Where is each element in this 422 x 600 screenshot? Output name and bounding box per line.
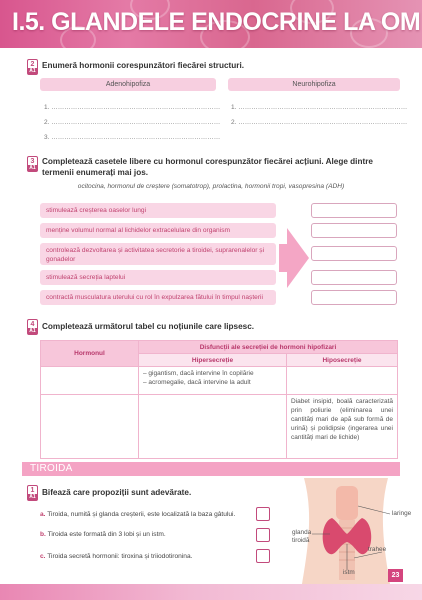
title-banner: [0, 0, 422, 48]
table-cell-input[interactable]: [139, 395, 287, 459]
label-istm: istm: [343, 569, 355, 576]
action-item: controlează dezvoltarea și activitatea secretorie a tiroidei, suprarenalelor și gonadelor: [40, 243, 276, 265]
question-4-text: Completează următorul tabel cu noțiunile care lipsesc.: [42, 322, 255, 331]
exercise-badge: 2 A1: [27, 59, 38, 75]
answer-line[interactable]: 2. ……………………………………………………………………: [44, 119, 221, 126]
answer-box[interactable]: [311, 290, 397, 305]
section-bar: [22, 462, 400, 476]
table-cell-input[interactable]: [41, 367, 139, 395]
checkbox-c[interactable]: [256, 549, 270, 563]
col-header-hormone: Hormonul: [41, 341, 139, 367]
label-tiroida: tiroidă: [292, 537, 310, 544]
chapter-title: I.5. GLANDELE ENDOCRINE LA OM: [12, 8, 421, 36]
table-cell-input[interactable]: [41, 395, 139, 459]
checkbox-a[interactable]: [256, 507, 270, 521]
answer-box[interactable]: [311, 203, 397, 218]
table-cell-input[interactable]: [287, 367, 398, 395]
question-1-text: Bifează care propoziții sunt adevărate.: [42, 488, 192, 497]
answer-line[interactable]: 1. ……………………………………………………………………: [231, 104, 408, 111]
exercise-badge: 3 A1: [27, 156, 38, 172]
statement-a: a. Tiroida, numită și glanda creșterii, este localizată la baza gâtului.: [40, 511, 236, 518]
answer-line[interactable]: 3. ……………………………………………………………………: [44, 134, 221, 141]
hormone-table: [40, 340, 398, 459]
checkbox-b[interactable]: [256, 528, 270, 542]
col-header-neurohipofiza: Neurohipofiza: [228, 78, 400, 91]
exercise-badge: 1 A1: [27, 485, 38, 501]
action-item: menține volumul normal al lichidelor extracelulare din organism: [40, 223, 276, 238]
col-header-adenohipofiza: Adenohipofiza: [40, 78, 216, 91]
answer-box[interactable]: [311, 223, 397, 238]
table-cell: Diabet insipid, boală caracterizată prin poliurie (eliminarea unei cantități mari de apă sub formă de urină) și polidipsie (ingerarea unei cantități mari de lichide): [287, 395, 398, 459]
action-item: stimulează secreția laptelui: [40, 270, 276, 285]
col-header-hyper: Hipersecreție: [139, 354, 287, 367]
action-item: contractă musculatura uterului cu rol în expulzarea fătului în timpul nașterii: [40, 290, 276, 305]
section-title: TIROIDA: [30, 463, 73, 474]
exercise-badge: 4 A1: [27, 319, 38, 335]
arrow-right-icon: [287, 228, 309, 288]
label-trahee: trahee: [368, 546, 387, 553]
answer-box[interactable]: [311, 270, 397, 285]
page-number: 23: [388, 569, 403, 582]
footer-band: [0, 584, 422, 600]
statement-b: b. Tiroida este formată din 3 lobi și un istm.: [40, 531, 166, 538]
statement-c: c. Tiroida secretă hormonii: tiroxina și triiodotironina.: [40, 553, 193, 560]
col-header-hypo: Hiposecreție: [287, 354, 398, 367]
answer-line[interactable]: 1. ……………………………………………………………………: [44, 104, 221, 111]
answer-box[interactable]: [311, 246, 397, 261]
question-3-text: Completează casetele libere cu hormonul corespunzător fiecărei acțiuni. Alege dintre termenii enumerați mai jos.: [42, 157, 373, 177]
label-glanda: glanda: [292, 529, 312, 536]
term-list: ocitocina, hormonul de creștere (somatotrop), prolactina, hormonii tropi, vasopresina (ADH): [77, 183, 345, 190]
col-header-group: Disfuncții ale secreției de hormoni hipofizari: [139, 341, 398, 354]
action-item: stimulează creșterea oaselor lungi: [40, 203, 276, 218]
label-laringe: laringe: [392, 510, 412, 517]
table-cell: – gigantism, dacă intervine în copilărie – acromegalie, dacă intervine la adult: [139, 367, 287, 395]
answer-line[interactable]: 2. ……………………………………………………………………: [231, 119, 408, 126]
larynx-shape: [336, 486, 358, 520]
question-2-text: Enumeră hormonii corespunzători fiecărei structuri.: [42, 61, 245, 70]
